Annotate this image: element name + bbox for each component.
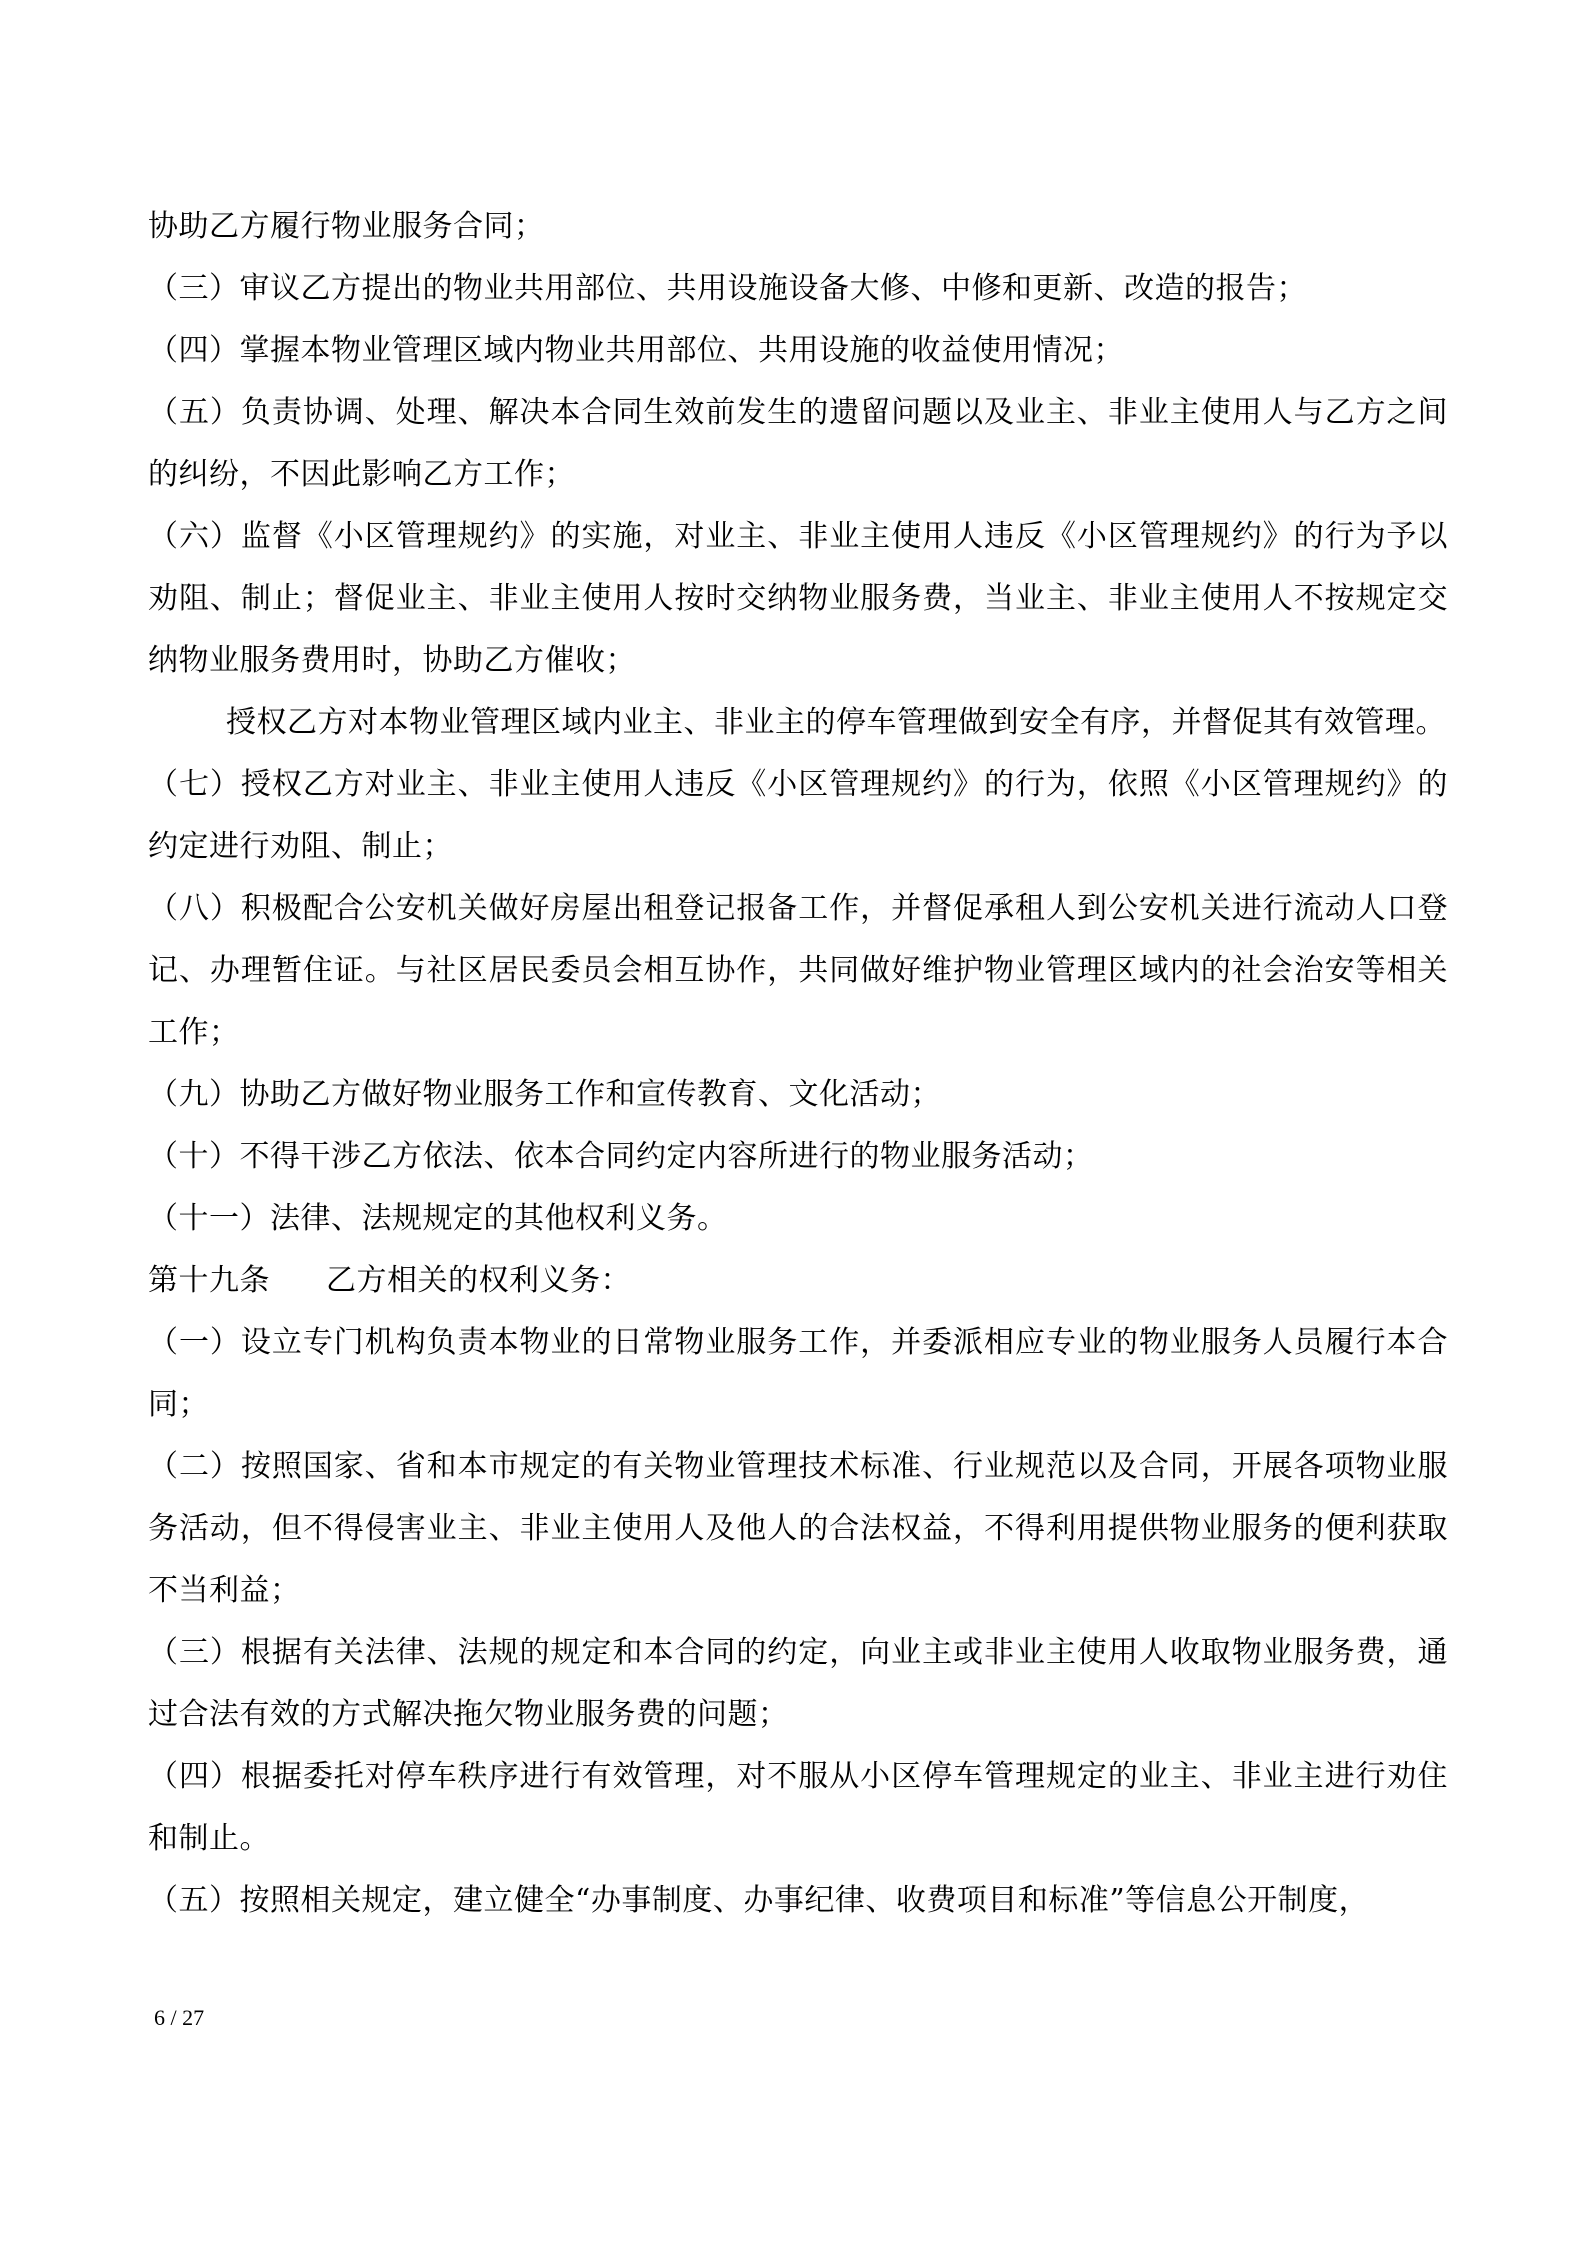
clause-6: （六）监督《小区管理规约》的实施，对业主、非业主使用人违反《小区管理规约》的行为予以劝阻、制止；督促业主、非业主使用人按时交纳物业服务费，当业主、非业主使用人不按规定交纳物业服务费用时，协助乙方催收； (148, 519, 1448, 678)
clause-5: （五）负责协调、处理、解决本合同生效前发生的遗留问题以及业主、非业主使用人与乙方之间的纠纷，不因此影响乙方工作； (148, 395, 1448, 492)
clause-9: （九）协助乙方做好物业服务工作和宣传教育、文化活动； (148, 1077, 941, 1112)
page-number: 6 / 27 (154, 2005, 205, 2030)
article-19-clause-5: （五）按照相关规定，建立健全“办事制度、办事纪律、收费项目和标准”等信息公开制度， (148, 1883, 1370, 1918)
clause-8: （八）积极配合公安机关做好房屋出租登记报备工作，并督促承租人到公安机关进行流动人口登记、办理暂住证。与社区居民委员会相互协作，共同做好维护物业管理区域内的社会治安等相关工作； (148, 891, 1448, 1050)
article-number: 第十九条 (148, 1263, 270, 1298)
paragraph-continuation: 协助乙方履行物业服务合同； (148, 209, 545, 244)
clause-3: （三）审议乙方提出的物业共用部位、共用设施设备大修、中修和更新、改造的报告； (148, 271, 1307, 306)
clause-4: （四）掌握本物业管理区域内物业共用部位、共用设施的收益使用情况； (148, 333, 1124, 368)
article-19-clause-2: （二）按照国家、省和本市规定的有关物业管理技术标准、行业规范以及合同，开展各项物业服务活动，但不得侵害业主、非业主使用人及他人的合法权益，不得利用提供物业服务的便利获取不当利益； (148, 1449, 1448, 1608)
clause-10: （十）不得干涉乙方依法、依本合同约定内容所进行的物业服务活动； (148, 1139, 1094, 1174)
clause-11: （十一）法律、法规规定的其他权利义务。 (148, 1201, 728, 1236)
contract-body (148, 196, 1448, 1932)
clause-7: （七）授权乙方对业主、非业主使用人违反《小区管理规约》的行为，依照《小区管理规约》的约定进行劝阻、制止； (148, 767, 1448, 864)
article-19-clause-4: （四）根据委托对停车秩序进行有效管理，对不服从小区停车管理规定的业主、非业主进行劝住和制止。 (148, 1759, 1448, 1856)
article-19-heading (148, 1250, 1448, 1312)
article-19-clause-3: （三）根据有关法律、法规的规定和本合同的约定，向业主或非业主使用人收取物业服务费，通过合法有效的方式解决拖欠物业服务费的问题； (148, 1635, 1448, 1732)
clause-6-authorization: 授权乙方对本物业管理区域内业主、非业主的停车管理做到安全有序，并督促其有效管理。 (226, 705, 1446, 740)
article-title: 乙方相关的权利义务： (326, 1263, 631, 1298)
article-19-clause-1: （一）设立专门机构负责本物业的日常物业服务工作，并委派相应专业的物业服务人员履行本合同； (148, 1325, 1448, 1422)
